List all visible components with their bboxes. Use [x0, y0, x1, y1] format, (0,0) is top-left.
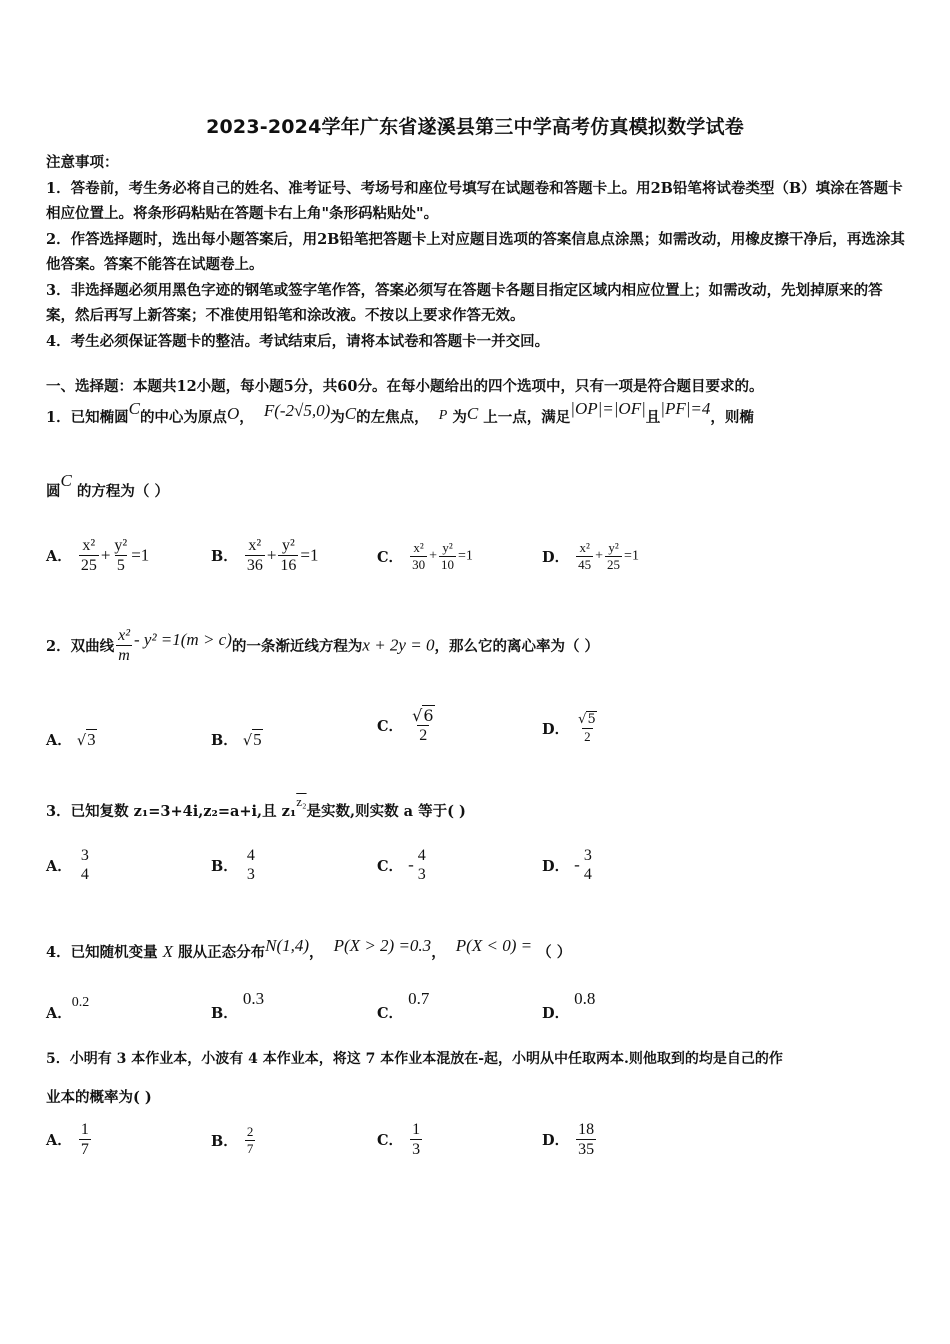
question-3: 3．已知复数 z₁=3+4i,z₂=a+i,且 z₁z₂是实数,则实数 a 等于( ) — [46, 794, 466, 820]
question-2: 2．双曲线 $\frac{\text{x²}}{m}$ - y² =1(m > c)的一条渐近线方程为x + 2y = 0，那么它的离心率为（ ） — [46, 627, 600, 664]
q4-option-c[interactable]: C． 0.7 — [377, 989, 430, 1022]
q1-option-b[interactable]: B． $\frac{\text{x²}}{36}$ + $\frac{\text{y²}}{16}$ =1 — [211, 537, 319, 574]
q4-option-b[interactable]: B． 0.3 — [211, 989, 265, 1022]
section-heading: 一、选择题：本题共12小题，每小题5分，共60分。在每小题给出的四个选项中，只有一项是符合题目要求的。 — [46, 378, 764, 395]
q3-option-d[interactable]: D． - 3 4 — [542, 847, 592, 883]
question-5-line2: 业本的概率为( ) — [46, 1089, 152, 1106]
question-1-line2: 圆C 的方程为（ ） — [46, 471, 169, 500]
q5-option-b[interactable]: B． $\frac{2}{7}$ — [211, 1124, 254, 1156]
q2-option-a[interactable]: A． √3 — [46, 730, 96, 749]
q2-option-c[interactable]: C． $\frac{√6}{2}$ — [377, 706, 434, 744]
q1-option-c[interactable]: C． $\frac{\text{x²}}{30}$ + $\frac{\text{y²}}{10}$ =1 — [377, 540, 473, 572]
note-item: 3．非选择题必须用黑色字迹的钢笔或签字笔作答，答案必须写在答题卡各题目指定区域内相应位置上；如需改动，先划掉原来的答案，然后再写上新答案；不准使用铅笔和涂改液。不按以上要求作答无效。 — [46, 281, 883, 324]
notes-section — [46, 150, 908, 354]
page-title: 2023-2024学年广东省遂溪县第三中学高考仿真模拟数学试卷 — [206, 116, 744, 138]
q3-option-b[interactable]: B． 4 3 — [211, 847, 255, 883]
note-item: 4．考生必须保证答题卡的整洁。考试结束后，请将本试卷和答题卡一并交回。 — [46, 332, 550, 350]
q3-option-c[interactable]: C． - 4 3 — [377, 847, 426, 883]
q4-option-d[interactable]: D． 0.8 — [542, 989, 596, 1022]
note-item: 1．答卷前，考生务必将自己的姓名、准考证号、考场号和座位号填写在试题卷和答题卡上。用2B铅笔将试卷类型（B）填涂在答题卡相应位置上。将条形码粘贴在答题卡右上角"条形码粘贴处"。 — [46, 179, 903, 222]
q5-option-d[interactable]: D． $\frac{18}{35}$ — [542, 1121, 595, 1158]
q5-option-c[interactable]: C． $\frac{1}{3}$ — [377, 1121, 421, 1158]
question-5-line1: 5．小明有 3 本作业本，小波有 4 本作业本，将这 7 本作业本混放在-起，小明从中任取两本.则他取到的均是自己的作 — [46, 1051, 783, 1067]
notes-heading: 注意事项： — [46, 154, 119, 171]
q1-option-a[interactable]: A． $\frac{\text{x²}}{25}$ + $\frac{\text{y²}}{5}$ =1 — [46, 537, 150, 574]
question-4: 4．已知随机变量 X 服从正态分布N(1,4)， P(X > 2) =0.3， P(X < 0) = （ ） — [46, 936, 572, 961]
q4-option-a[interactable]: A．0.2 — [46, 995, 90, 1022]
question-1-line1: 1．已知椭圆C的中心为原点O， F(-2√5,0)为C的左焦点， P 为C 上一点，满足|OP|=|OF|且|PF|=4，则椭 — [46, 399, 754, 426]
q3-option-a[interactable]: A． 3 4 — [46, 847, 89, 883]
q2-option-b[interactable]: B． √5 — [211, 730, 262, 749]
note-item: 2．作答选择题时，选出每小题答案后，用2B铅笔把答题卡上对应题目选项的答案信息点涂黑；如需改动，用橡皮擦干净后，再选涂其他答案。答案不能答在试题卷上。 — [46, 230, 905, 273]
q2-option-d[interactable]: D． $\frac{√5}{2}$ — [542, 712, 596, 744]
q1-option-d[interactable]: D． $\frac{\text{x²}}{45}$ + $\frac{\text{y²}}{25}$ =1 — [542, 540, 639, 572]
q5-option-a[interactable]: A． $\frac{1}{7}$ — [46, 1121, 89, 1158]
